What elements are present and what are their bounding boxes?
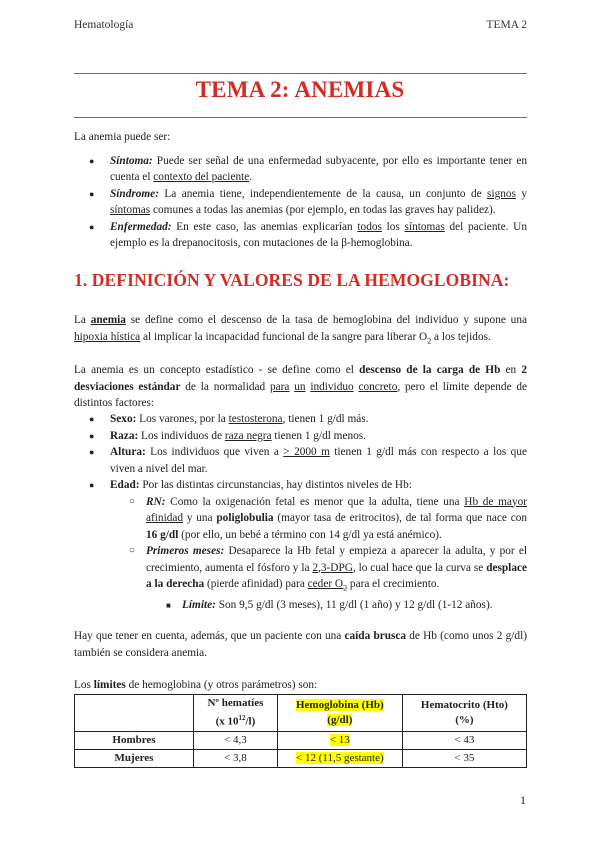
item-text: Los individuos de <box>138 429 225 442</box>
bullet-icon: ● <box>89 430 95 441</box>
table-cell <box>277 731 402 749</box>
term-hipoxia: hipoxia hística <box>74 330 141 343</box>
item-text: (pierde afinidad) para <box>204 578 308 590</box>
text: La anemia es un concepto estadístico - se define como el <box>74 364 360 376</box>
text: , pero el límite depende de distintos factores: <box>74 380 528 409</box>
item-underline: testosterona <box>228 413 283 425</box>
bullet-icon: ● <box>89 221 95 232</box>
table-header-row <box>75 695 527 732</box>
item-underline: signos <box>487 187 516 200</box>
page-number: 1 <box>520 793 526 807</box>
header-left: Hematología <box>74 19 134 31</box>
bold-text: 16 g/dl <box>146 528 179 541</box>
header-text: (g/dl) <box>327 713 353 726</box>
text: de Hb (como unos 2 g/dl) también se considera anemia. <box>74 630 527 659</box>
bullet-icon: ● <box>89 480 95 490</box>
item-label: Límite: <box>182 598 216 611</box>
header-cell-hematocrito <box>402 695 526 732</box>
list-item <box>74 444 527 477</box>
header-text: (x 10 <box>215 715 239 728</box>
bold-text: 2 desviaciones estándar <box>74 364 527 393</box>
underline-text: concreto <box>358 380 398 393</box>
item-label: Sexo: <box>110 413 137 425</box>
bold-text: caída brusca <box>344 630 407 642</box>
header-right: TEMA 2 <box>486 19 527 31</box>
types-list <box>74 153 527 252</box>
item-underline: raza negra <box>224 429 272 442</box>
item-label: Síndrome: <box>110 187 159 200</box>
list-item <box>74 219 527 252</box>
header-cell-hematies <box>194 695 278 732</box>
item-text: En este caso, las anemias explicarían <box>171 220 358 233</box>
underline-text: para <box>269 380 290 393</box>
item-text: La anemia tiene, independientemente de la causa, un conjunto de <box>158 187 488 200</box>
list-item <box>74 153 527 186</box>
item-text: Puede ser señal de una enfermedad subyacente, por ello es importante tener en cuenta el <box>110 154 527 183</box>
list-item <box>74 186 527 219</box>
text: Los <box>74 679 94 691</box>
item-underline: síntomas <box>404 220 445 233</box>
text: La <box>74 314 91 326</box>
item-underline: síntomas <box>110 204 151 216</box>
row-label: Hombres <box>75 731 194 749</box>
bullet-icon: ● <box>89 188 95 199</box>
bullet-icon: ● <box>89 414 95 424</box>
bullet-icon: ● <box>89 447 95 457</box>
list-item <box>74 428 527 445</box>
table-row <box>75 731 527 749</box>
text: en <box>500 364 522 376</box>
bold-text: poliglobulia <box>216 512 274 524</box>
limits-table <box>74 694 527 768</box>
header-text: (%) <box>455 713 474 726</box>
underline-text: un <box>294 380 306 393</box>
item-text: Son 9,5 g/dl (3 meses), 11 g/dl (1 año) y 12 g/dl (1-12 años). <box>215 598 493 611</box>
item-text: del paciente. Un ejemplo es la drepanocitosis, con mutaciones de la β-hemoglobina. <box>110 220 527 249</box>
item-text: los <box>381 220 405 233</box>
sub-list-item <box>74 494 527 544</box>
item-text: y una <box>183 512 217 524</box>
item-underline: 2,3-DPG <box>312 561 353 574</box>
table-cell: < 43 <box>402 731 526 749</box>
header-text: Hemoglobina (Hb) <box>295 698 384 711</box>
intro-section <box>74 129 527 252</box>
caida-paragraph <box>74 628 527 661</box>
item-text: tienen 1 g/dl más con respecto a los que viven a nivel del mar. <box>110 446 527 475</box>
item-underline: contexto del paciente <box>153 171 250 183</box>
text: Hay que tener en cuenta, además, que un paciente con una <box>74 630 345 642</box>
subscript: 2 <box>343 583 348 593</box>
table-cell <box>277 749 402 767</box>
item-text: Los varones, por la <box>136 413 229 425</box>
underline-text: individuo <box>310 380 354 393</box>
page-title: TEMA 2: ANEMIAS <box>195 77 405 102</box>
highlighted-value: < 12 (11,5 gestante) <box>296 751 384 764</box>
title-rule <box>74 117 527 118</box>
item-label: Edad: <box>110 479 140 491</box>
bold-text: límites <box>93 679 126 691</box>
item-underline: todos <box>357 220 382 233</box>
bold-text: descenso de la carga de Hb <box>359 364 501 376</box>
bullet-icon: ● <box>89 155 95 166</box>
list-item <box>74 477 527 494</box>
definition-paragraph <box>74 312 527 349</box>
statistics-paragraph <box>74 362 527 412</box>
intro-text: La anemia puede ser: <box>74 131 171 143</box>
item-text: (mayor tasa de eritrocitos), de tal forma que nace con <box>273 512 528 524</box>
sub-sub-list-item <box>74 597 527 614</box>
circle-bullet-icon: ○ <box>129 545 136 556</box>
item-text: Los individuos que viven a <box>145 446 284 458</box>
item-text: Por las distintas circunstancias, hay distintos niveles de Hb: <box>139 479 412 491</box>
text: se define como el descenso de la tasa de hemoglobina del individuo y supone una <box>125 314 527 326</box>
top-rule <box>74 73 527 74</box>
table-cell: < 3,8 <box>194 749 278 767</box>
header-text: Nº hematíes <box>207 697 264 709</box>
item-label: Primeros meses: <box>146 545 225 557</box>
item-text: para el crecimiento. <box>347 578 440 590</box>
item-label: Raza: <box>110 429 139 442</box>
bold-text: desplace a la derecha <box>146 561 527 590</box>
text: al implicar la incapacidad funcional de la sangre para liberar O <box>140 330 428 343</box>
row-label: Mujeres <box>75 749 194 767</box>
factors-list <box>74 411 527 613</box>
item-text: , lo cual hace que la curva se <box>352 561 487 574</box>
item-label: Enfermedad: <box>110 220 172 233</box>
table-row <box>75 749 527 767</box>
table-cell: < 4,3 <box>194 731 278 749</box>
item-label: Síntoma: <box>110 154 153 167</box>
item-text: . <box>249 171 253 183</box>
item-label: RN: <box>146 495 166 508</box>
text: de hemoglobina (y otros parámetros) son: <box>125 679 318 691</box>
item-underline: > 2000 m <box>283 446 330 458</box>
item-text: Como la oxigenación fetal es menor que la adulta, tiene una <box>165 495 465 508</box>
item-text: comunes a todas las anemias (por ejemplo, en todas las graves hay palidez). <box>150 204 496 216</box>
item-text: (por ello, un bebé a término con 14 g/dl ya está anémico). <box>178 528 442 541</box>
list-item <box>74 411 527 428</box>
item-text: tienen 1 g/dl menos. <box>271 429 367 442</box>
section-heading: 1. DEFINICIÓN Y VALORES DE LA HEMOGLOBINA: <box>74 270 510 290</box>
header-cell-hemoglobina <box>277 695 402 732</box>
limits-intro <box>74 677 527 694</box>
item-underline: Hb de mayor afinidad <box>146 495 527 524</box>
sub-list-item <box>74 543 527 597</box>
item-text: y <box>515 187 528 200</box>
highlighted-value: < 13 <box>329 733 350 746</box>
item-text: Desaparece la Hb fetal y empieza a aparecer la adulta, y por el crecimiento, aumenta el fósforo y la <box>146 545 527 574</box>
square-bullet-icon: ■ <box>166 600 171 610</box>
subscript: 2 <box>427 335 432 345</box>
text: a los tejidos. <box>431 330 491 343</box>
header-cell-empty <box>75 695 194 732</box>
text: de la normalidad <box>180 380 270 393</box>
superscript: 12 <box>238 714 246 722</box>
term-anemia: anemia <box>90 314 126 326</box>
table-cell: < 35 <box>402 749 526 767</box>
header-text: Hematocrito (Hto) <box>420 698 508 711</box>
item-text: , tienen 1 g/dl más. <box>282 413 369 425</box>
circle-bullet-icon: ○ <box>129 495 136 507</box>
item-underline: ceder O <box>307 578 344 590</box>
header-text: /l) <box>245 715 256 728</box>
item-label: Altura: <box>110 446 146 458</box>
